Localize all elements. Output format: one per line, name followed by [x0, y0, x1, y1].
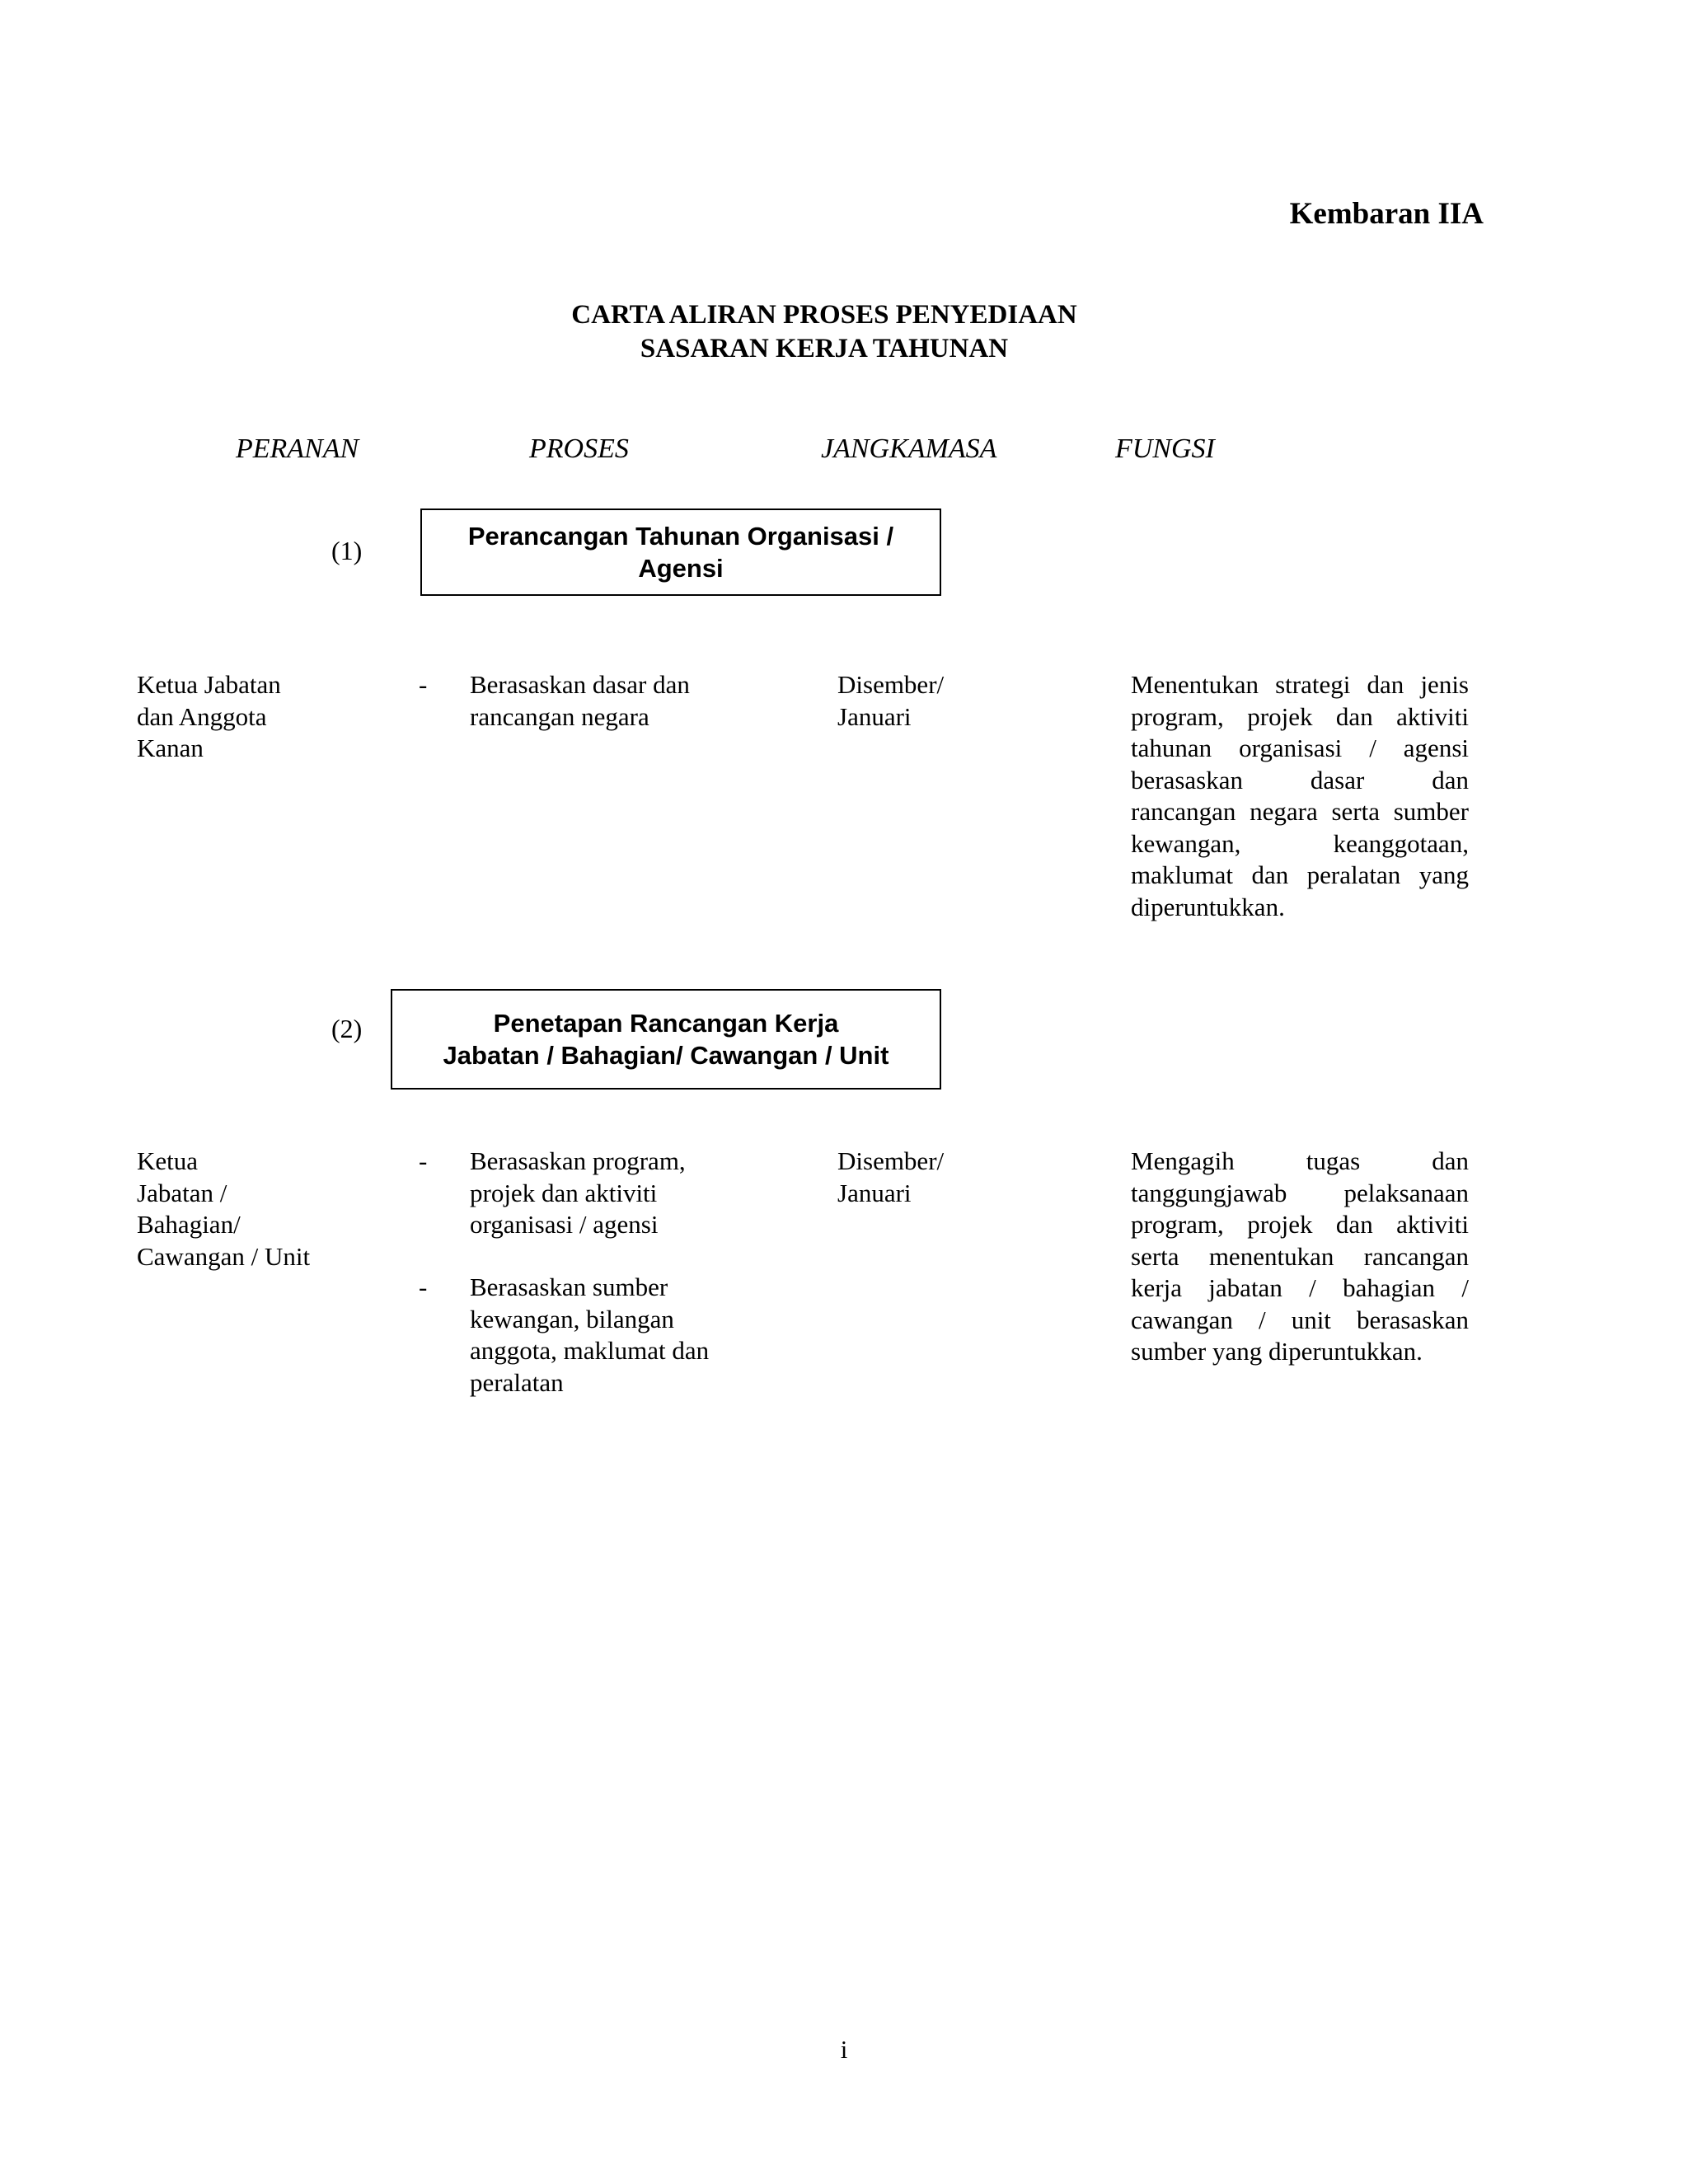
step-1-fungsi [1131, 669, 1469, 923]
step-1-peranan-line: Ketua Jabatan [137, 670, 281, 699]
step-2-peranan-line: Jabatan / [137, 1178, 227, 1207]
step-2-fungsi-line: kerja jabatan / bahagian / [1131, 1273, 1469, 1302]
step-1-fungsi-line: berasaskan dasar dan [1131, 765, 1469, 794]
step-2-proses-dash-2: - [419, 1272, 428, 1301]
step-1-box-line-2: Agensi [638, 554, 724, 583]
step-2-fungsi-line: sumber yang diperuntukkan. [1131, 1337, 1423, 1366]
step-1-peranan-line: Kanan [137, 733, 204, 762]
column-header-peranan: PERANAN [236, 434, 359, 464]
column-header-proses: PROSES [529, 434, 629, 464]
step-1-jangkamasa [837, 669, 944, 733]
step-1-number: (1) [331, 536, 363, 565]
step-2-box-line-2: Jabatan / Bahagian/ Cawangan / Unit [443, 1041, 889, 1070]
title-line-1: CARTA ALIRAN PROSES PENYEDIAAN [571, 300, 1077, 330]
step-2-proses-item-2 [470, 1272, 709, 1399]
step-1-fungsi-line: program, projek dan aktiviti [1131, 701, 1469, 731]
step-2-peranan-line: Bahagian/ [137, 1210, 241, 1239]
step-1-peranan [137, 669, 281, 765]
step-2-fungsi-line: cawangan / unit berasaskan [1131, 1305, 1469, 1334]
step-2-proses-line: projek dan aktiviti [470, 1178, 658, 1207]
step-2-process-box [391, 989, 941, 1090]
step-1-proses-line: rancangan negara [470, 701, 649, 731]
step-1-fungsi-line: diperuntukkan. [1131, 892, 1285, 921]
step-1-box-line-1: Perancangan Tahunan Organisasi / [467, 522, 894, 551]
step-2-jangkamasa-line: Januari [837, 1178, 912, 1207]
step-1-jangkamasa-line: Disember/ [837, 670, 945, 699]
step-1-fungsi-line: rancangan negara serta sumber [1131, 797, 1469, 826]
step-2-fungsi [1131, 1146, 1469, 1368]
step-2-proses-line: kewangan, bilangan [470, 1304, 674, 1333]
step-2-fungsi-line: serta menentukan rancangan [1131, 1241, 1469, 1271]
step-2-box-line-1: Penetapan Rancangan Kerja [493, 1009, 839, 1038]
step-2-number: (2) [331, 1014, 363, 1043]
page-number: i [840, 2035, 848, 2064]
step-2-proses-line: Berasaskan sumber [470, 1272, 668, 1301]
step-2-proses-item-1 [470, 1146, 686, 1241]
step-2-proses-line: anggota, maklumat dan [470, 1336, 710, 1365]
title-line-2: SASARAN KERJA TAHUNAN [640, 334, 1009, 363]
step-1-proses-line: Berasaskan dasar dan [470, 670, 690, 699]
step-2-peranan-line: Ketua [137, 1146, 199, 1175]
step-2-proses-line: Berasaskan program, [470, 1146, 686, 1175]
step-1-proses-dash-1: - [419, 670, 428, 699]
step-2-jangkamasa-line: Disember/ [837, 1146, 945, 1175]
step-2-proses-dash-1: - [419, 1146, 428, 1175]
step-1-proses-item-1 [470, 669, 690, 733]
step-1-fungsi-line: tahunan organisasi / agensi [1131, 733, 1469, 762]
step-2-jangkamasa [837, 1146, 944, 1209]
step-1-process-box [420, 509, 941, 596]
step-1-fungsi-line: kewangan, keanggotaan, [1131, 828, 1469, 858]
step-2-fungsi-line: Mengagih tugas dan [1131, 1146, 1469, 1175]
step-1-peranan-line: dan Anggota [137, 701, 267, 731]
step-2-fungsi-line: program, projek dan aktiviti [1131, 1210, 1469, 1239]
step-2-peranan [137, 1146, 310, 1272]
step-1-fungsi-line: Menentukan strategi dan jenis [1131, 670, 1469, 699]
step-2-peranan-line: Cawangan / Unit [137, 1241, 311, 1271]
step-2-fungsi-line: tanggungjawab pelaksanaan [1131, 1178, 1469, 1207]
step-1-fungsi-line: maklumat dan peralatan yang [1131, 860, 1469, 889]
column-header-jangkamasa: JANGKAMASA [821, 434, 997, 464]
column-header-fungsi: FUNGSI [1115, 434, 1215, 464]
step-2-proses-line: peralatan [470, 1367, 564, 1397]
step-1-jangkamasa-line: Januari [837, 701, 912, 731]
document-title [412, 298, 1236, 366]
annex-label: Kembaran IIA [1289, 197, 1484, 231]
step-2-proses-line: organisasi / agensi [470, 1210, 659, 1239]
